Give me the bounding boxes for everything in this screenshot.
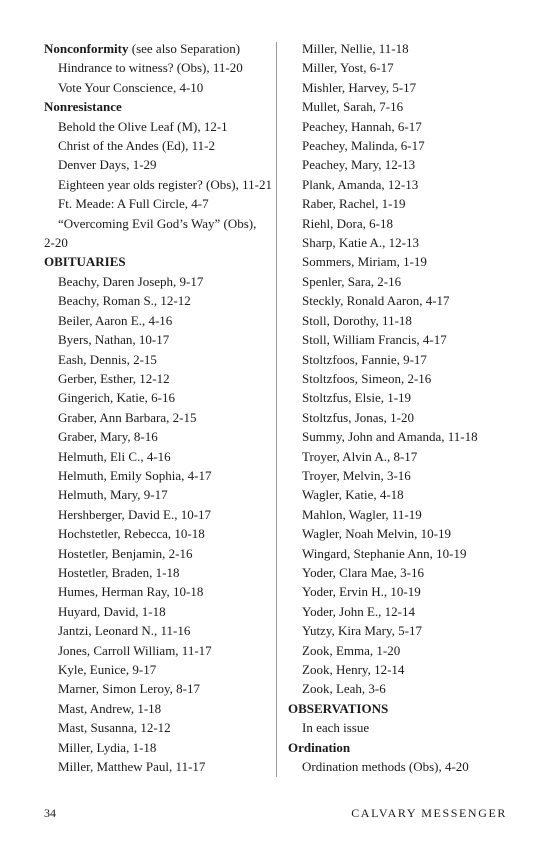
index-entry: Troyer, Alvin A., 8-17 — [302, 448, 418, 464]
index-entry: Hindrance to witness? (Obs), 11-20 — [58, 60, 243, 76]
index-column-left — [44, 39, 272, 776]
index-entry: Jantzi, Leonard N., 11-16 — [58, 623, 191, 639]
publication-title: CALVARY MESSENGER — [351, 806, 507, 820]
index-entry: Yoder, John E., 12-14 — [302, 603, 415, 619]
index-entry: Miller, Lydia, 1-18 — [58, 739, 157, 755]
index-heading — [44, 97, 272, 116]
index-heading-label: OBSERVATIONS — [288, 700, 389, 716]
index-entry: Zook, Leah, 3-6 — [302, 681, 386, 697]
index-entry: Stoltzfus, Elsie, 1-19 — [302, 390, 412, 406]
index-entry: Beachy, Daren Joseph, 9-17 — [58, 273, 204, 289]
index-heading-note: (see also Separation) — [128, 41, 241, 56]
index-entry: Riehl, Dora, 6-18 — [302, 215, 393, 231]
index-entry: Sommers, Miriam, 1-19 — [302, 254, 427, 270]
index-entry: Yoder, Ervin H., 10-19 — [302, 584, 421, 600]
index-entry: Stoll, Dorothy, 11-18 — [302, 312, 412, 328]
index-entry: Wagler, Noah Melvin, 10-19 — [302, 526, 451, 542]
index-entry: Stoll, William Francis, 4-17 — [302, 332, 447, 348]
index-entry: Kyle, Eunice, 9-17 — [58, 662, 157, 677]
index-entry: Christ of the Andes (Ed), 11-2 — [58, 138, 215, 154]
index-entry: Helmuth, Mary, 9-17 — [58, 487, 168, 503]
index-entry: Wingard, Stephanie Ann, 10-19 — [302, 545, 467, 561]
index-entry: Hershberger, David E., 10-17 — [58, 506, 212, 522]
index-entry: Ft. Meade: A Full Circle, 4-7 — [58, 196, 209, 212]
index-entry: Eighteen year olds register? (Obs), 11-21 — [58, 176, 272, 192]
index-entry: Helmuth, Eli C., 4-16 — [58, 448, 171, 464]
index-heading-label: Nonresistance — [44, 99, 122, 115]
index-entry: Gerber, Esther, 12-12 — [58, 370, 170, 386]
index-entry: Yoder, Clara Mae, 3-16 — [302, 564, 424, 580]
index-entry: Hochstetler, Rebecca, 10-18 — [58, 526, 205, 542]
index-entry: Mahlon, Wagler, 11-19 — [302, 506, 422, 522]
index-entry: Hostetler, Benjamin, 2-16 — [58, 545, 193, 561]
index-entry: Stoltzfus, Jonas, 1-20 — [302, 409, 414, 425]
index-heading-label: Ordination — [288, 739, 351, 755]
index-entry: Huyard, David, 1-18 — [58, 603, 166, 619]
index-entry: Miller, Matthew Paul, 11-17 — [58, 759, 206, 775]
index-entry: Mast, Andrew, 1-18 — [58, 700, 162, 716]
index-heading — [44, 252, 272, 271]
index-heading — [288, 699, 518, 718]
index-entry: Behold the Olive Leaf (M), 12-1 — [58, 118, 228, 134]
index-entry: Wagler, Katie, 4-18 — [302, 487, 404, 503]
index-entry: Summy, John and Amanda, 11-18 — [302, 429, 478, 445]
index-entry: Peachey, Mary, 12-13 — [302, 157, 416, 173]
column-divider — [276, 42, 277, 777]
index-heading — [288, 738, 518, 757]
index-entry: Mishler, Harvey, 5-17 — [302, 79, 417, 95]
index-entry: Troyer, Melvin, 3-16 — [302, 467, 411, 483]
index-entry: Humes, Herman Ray, 10-18 — [58, 584, 204, 600]
index-entry: Graber, Ann Barbara, 2-15 — [58, 409, 197, 425]
index-entry: In each issue — [302, 720, 370, 736]
index-entry: Beiler, Aaron E., 4-16 — [58, 312, 173, 328]
index-entry: Plank, Amanda, 12-13 — [302, 176, 419, 192]
index-entry: Marner, Simon Leroy, 8-17 — [58, 681, 200, 697]
index-entry: Raber, Rachel, 1-19 — [302, 196, 406, 212]
index-entry: Graber, Mary, 8-16 — [58, 429, 158, 445]
index-entry: Stoltzfoos, Fannie, 9-17 — [302, 351, 427, 367]
index-entry: Ordination methods (Obs), 4-20 — [302, 759, 469, 775]
index-entry: Steckly, Ronald Aaron, 4-17 — [302, 293, 450, 309]
index-entry: Miller, Nellie, 11-18 — [302, 41, 409, 56]
index-entry: Sharp, Katie A., 12-13 — [302, 235, 419, 251]
index-entry: Gingerich, Katie, 6-16 — [58, 390, 175, 406]
index-entry: Zook, Emma, 1-20 — [302, 642, 401, 658]
index-entry: Zook, Henry, 12-14 — [302, 662, 405, 677]
index-entry: Jones, Carroll William, 11-17 — [58, 642, 212, 658]
page-number: 34 — [44, 806, 56, 820]
index-entry: Helmuth, Emily Sophia, 4-17 — [58, 467, 212, 483]
index-entry-continuation: 2-20 — [44, 235, 68, 251]
index-entry: Spenler, Sara, 2-16 — [302, 273, 402, 289]
index-entry: Denver Days, 1-29 — [58, 157, 157, 173]
index-heading-label: OBITUARIES — [44, 254, 126, 270]
index-entry: Peachey, Hannah, 6-17 — [302, 118, 422, 134]
index-entry: Stoltzfoos, Simeon, 2-16 — [302, 370, 432, 386]
index-heading — [44, 39, 272, 58]
index-entry: Byers, Nathan, 10-17 — [58, 332, 170, 348]
index-entry: Mast, Susanna, 12-12 — [58, 720, 171, 736]
index-entry: Yutzy, Kira Mary, 5-17 — [302, 623, 422, 639]
index-column-right — [288, 39, 518, 776]
index-entry: Hostetler, Braden, 1-18 — [58, 564, 180, 580]
index-entry: Vote Your Conscience, 4-10 — [58, 79, 204, 95]
index-entry: “Overcoming Evil God’s Way” (Obs), — [58, 215, 257, 231]
index-entry: Mullet, Sarah, 7-16 — [302, 99, 404, 115]
index-entry: Miller, Yost, 6-17 — [302, 60, 394, 76]
index-entry: Beachy, Roman S., 12-12 — [58, 293, 191, 309]
index-heading-label: Nonconformity — [44, 41, 129, 56]
index-entry: Eash, Dennis, 2-15 — [58, 351, 157, 367]
index-entry: Peachey, Malinda, 6-17 — [302, 138, 425, 154]
